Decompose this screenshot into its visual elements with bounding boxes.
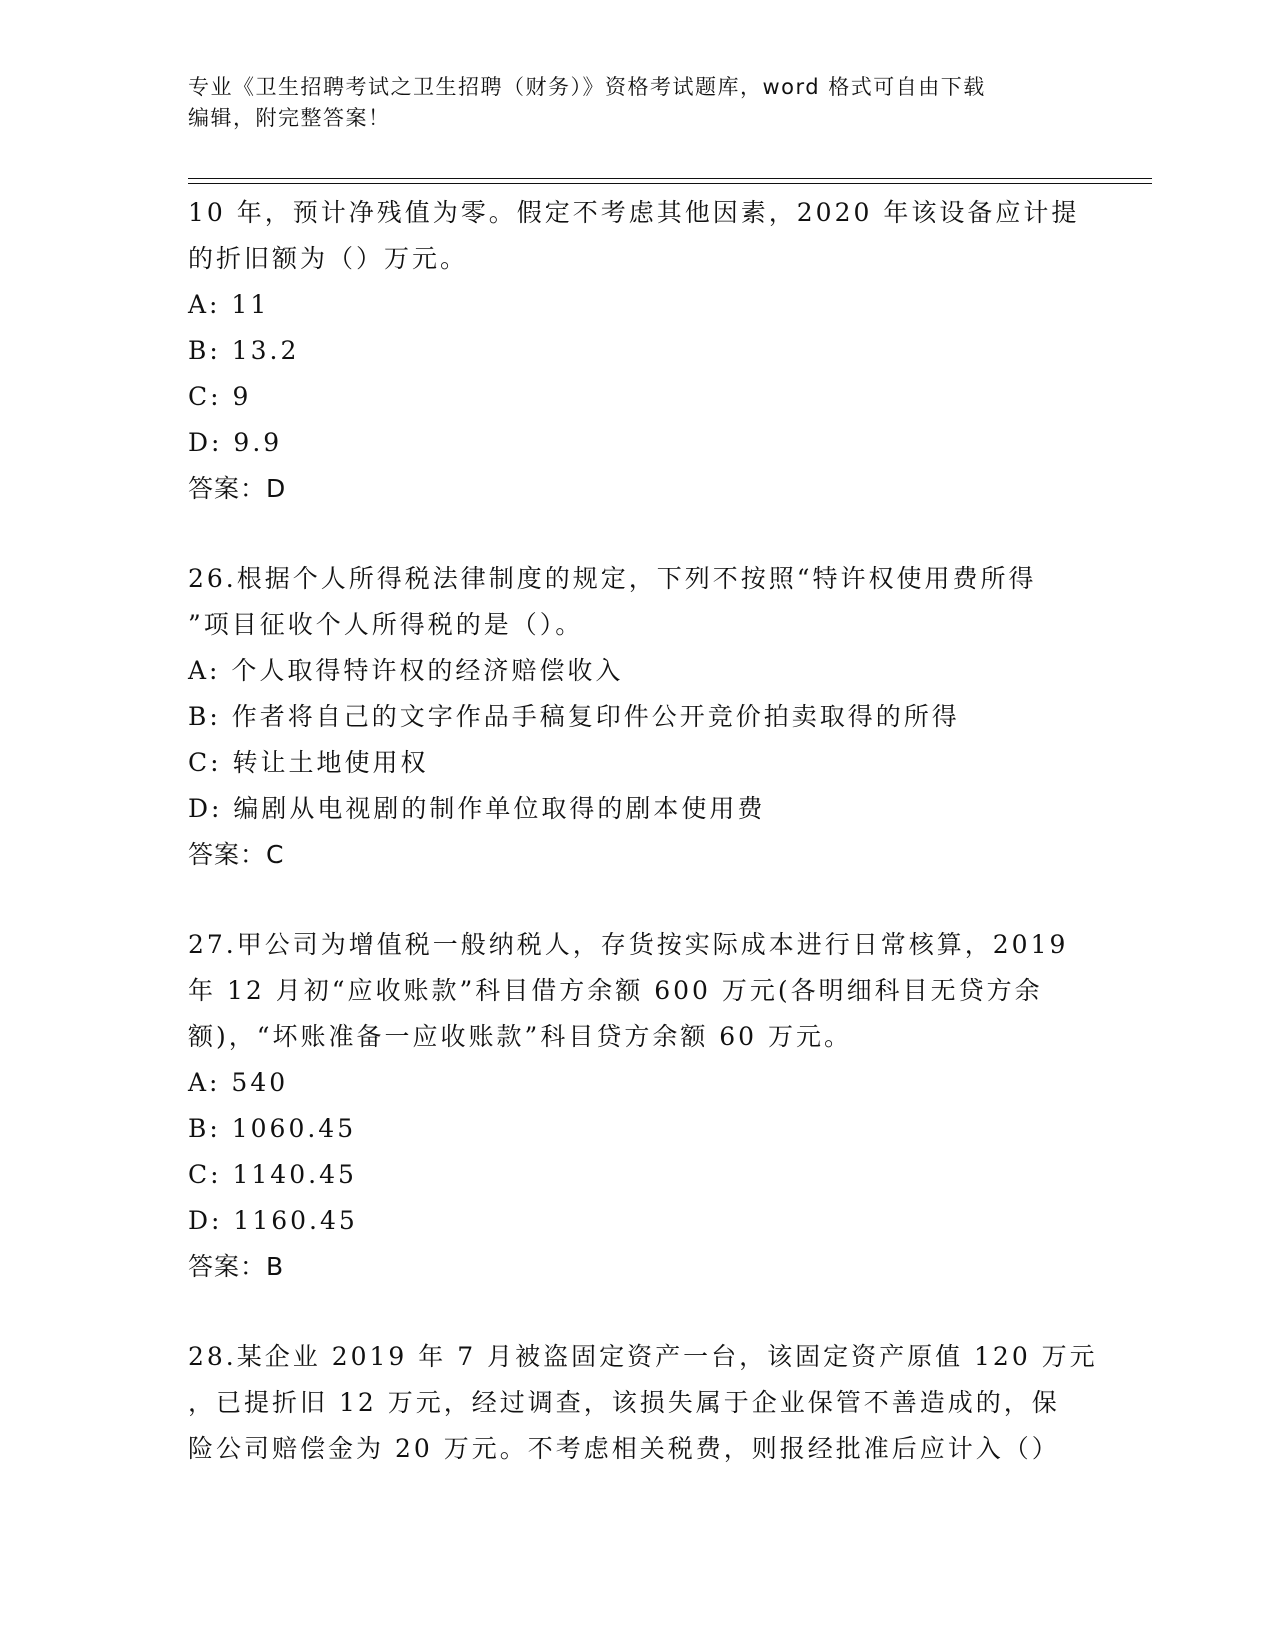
question-stem-line: 26.根据个人所得税法律制度的规定，下列不按照“特许权使用费所得 (188, 564, 1037, 593)
answer: 答案：B (188, 1252, 285, 1281)
question-stem-line: 险公司赔偿金为 20 万元。不考虑相关税费，则报经批准后应计入（） (188, 1434, 1060, 1463)
question-stem-line: ”项目征收个人所得税的是（）。 (188, 610, 584, 639)
question-stem-line: 10 年，预计净残值为零。假定不考虑其他因素，2020 年该设备应计提 (188, 198, 1080, 227)
question-25 (188, 190, 1088, 512)
question-stem-line: 28.某企业 2019 年 7 月被盗固定资产一台，该固定资产原值 120 万元 (188, 1342, 1098, 1371)
option-d: D: 9.9 (188, 428, 283, 457)
option-a: A: 个人取得特许权的经济赔偿收入 (188, 656, 624, 685)
question-stem-line: 27.甲公司为增值税一般纳税人，存货按实际成本进行日常核算，2019 (188, 930, 1069, 959)
answer: 答案：D (188, 474, 287, 503)
option-c: C: 转让土地使用权 (188, 748, 429, 777)
question-stem-line: 的折旧额为（）万元。 (188, 244, 469, 273)
question-28 (188, 1334, 1098, 1472)
header-rule-bottom (188, 183, 1152, 184)
option-c: C: 1140.45 (188, 1160, 357, 1189)
option-b: B: 1060.45 (188, 1114, 357, 1143)
option-d: D: 编剧从电视剧的制作单位取得的剧本使用费 (188, 794, 766, 823)
header-line-1: 专业《卫生招聘考试之卫生招聘（财务）》资格考试题库，word 格式可自由下载 (188, 75, 986, 99)
header-line-2: 编辑，附完整答案！ (188, 106, 391, 130)
option-b: B: 作者将自己的文字作品手稿复印件公开竞价拍卖取得的所得 (188, 702, 960, 731)
option-c: C: 9 (188, 382, 252, 411)
header-rule-top (188, 178, 1152, 179)
answer: 答案：C (188, 840, 285, 869)
question-stem-line: 年 12 月初“应收账款”科目借方余额 600 万元(各明细科目无贷方余 (188, 976, 1043, 1005)
question-26 (188, 556, 1088, 878)
question-stem-line: ，已提折旧 12 万元，经过调查，该损失属于企业保管不善造成的，保 (188, 1388, 1060, 1417)
question-27 (188, 922, 1088, 1290)
option-b: B: 13.2 (188, 336, 300, 365)
option-a: A: 11 (188, 290, 270, 319)
document-header (188, 72, 1088, 134)
option-d: D: 1160.45 (188, 1206, 358, 1235)
question-list (188, 190, 1098, 1472)
question-stem-line: 额)，“坏账准备一应收账款”科目贷方余额 60 万元。 (188, 1022, 853, 1051)
option-a: A: 540 (188, 1068, 289, 1097)
